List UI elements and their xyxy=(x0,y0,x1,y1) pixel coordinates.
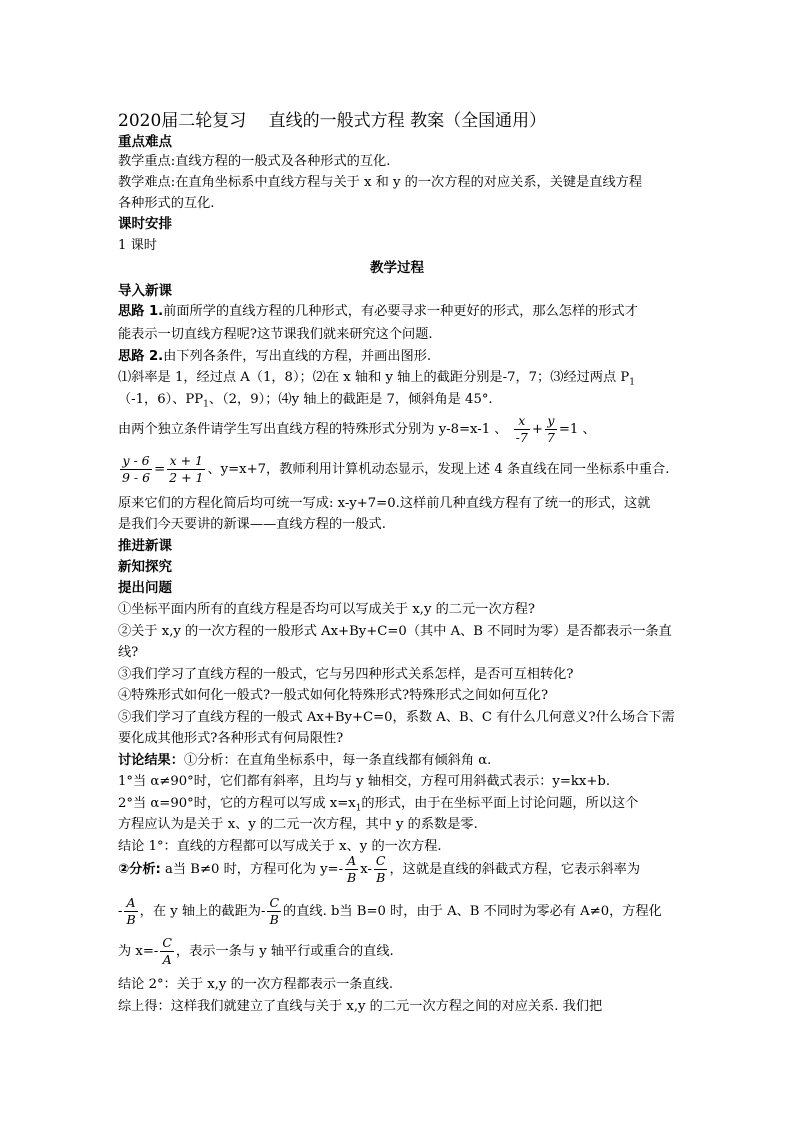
fraction-y6-over-96 xyxy=(120,453,152,486)
document-title: 2020届二轮复习 直线的一般式方程 教案（全国通用） xyxy=(118,111,547,131)
question-5-line1: ⑤我们学习了直线方程的一般式 Ax+By+C=0，系数 A、B、C 有什么几何意义?什么场合下需 xyxy=(118,710,675,725)
fraction-A-over-B xyxy=(345,853,358,886)
conditions-text: ⑴斜率是 1，经过点 A（1，8）；⑵在 x 轴和 y 轴上的截距分别是-7，7；⑶经过两点 P xyxy=(118,370,630,385)
heading-introduction: 导入新课 xyxy=(118,283,172,299)
text-original-2: 是我们今天要讲的新课——直线方程的一般式. xyxy=(118,517,386,532)
conditions-sep: 、 xyxy=(208,392,223,407)
case-2-text-a: 2°当 α=90°时，它的方程可以写成 x=x xyxy=(118,796,356,811)
frac-num: C xyxy=(269,895,280,910)
discussion-text: ①分析：在直角坐标系中，每一条直线都有倾斜角 α. xyxy=(183,753,492,768)
fraction-A-over-B xyxy=(124,895,137,928)
frac-den: 9 - 6 xyxy=(122,470,151,485)
idea1-label: 思路 1. xyxy=(118,304,164,319)
text-key-point: 教学重点:直线方程的一般式及各种形式的互化. xyxy=(118,154,391,169)
heading-new-lesson: 推进新课 xyxy=(118,538,172,554)
subscript-1: 1 xyxy=(629,377,635,388)
text-conclusion-1: 结论 1°：直线的方程都可以写成关于 x、y 的一次方程. xyxy=(118,839,442,854)
text-difficulty-2: 各种形式的互化. xyxy=(118,196,215,211)
question-3: ③我们学习了直线方程的一般式，它与另四种形式关系怎样，是否可互相转化? xyxy=(118,667,574,682)
analysis-text-b: ，在 y 轴上的截距为- xyxy=(139,904,266,919)
case-2-text-b: 的形式，由于在坐标平面上讨论问题，所以这个 xyxy=(361,796,639,811)
fraction-y-over-7 xyxy=(545,413,557,446)
frac-num: x + 1 xyxy=(167,453,205,470)
fraction-x-over-minus7 xyxy=(514,413,530,446)
frac-num: A xyxy=(345,853,358,870)
text-special-forms: 由两个独立条件请学生写出直线方程的特殊形式分别为 y-8=x-1 、 $\frac{x}{-7}$ + $\frac{y}{7}$ =1 、 xyxy=(118,413,596,445)
question-1: ①坐标平面内所有的直线方程是否均可以写成关于 x,y 的二元一次方程? xyxy=(118,602,535,617)
idea2-label: 思路 2. xyxy=(118,349,164,364)
text-analysis-3 xyxy=(118,894,662,930)
heading-teaching-process: 教学过程 xyxy=(370,260,424,276)
text-case-2-line2: 方程应认为是关于 x、y 的二元一次方程，其中 y 的系数是零. xyxy=(118,817,478,832)
analysis-label: ②分析: xyxy=(118,862,161,877)
text-analysis-4 xyxy=(118,934,394,970)
analysis-text-c: ，这就是直线的斜截式方程，它表示斜率为 xyxy=(389,862,641,877)
special-forms-text: 由两个独立条件请学生写出直线方程的特殊形式分别为 y-8=x-1 、 xyxy=(118,422,508,437)
frac-num: A xyxy=(124,895,137,912)
frac-num: y xyxy=(545,413,557,430)
question-2-line1: ②关于 x,y 的一次方程的一般形式 Ax+By+C=0（其中 A、B 不同时为零）是否都表示一条直 xyxy=(118,624,672,639)
frac-den: 2 + 1 xyxy=(169,470,204,485)
heading-key-points: 重点难点 xyxy=(118,134,172,150)
text-discussion xyxy=(118,751,491,771)
conditions-p1: $P_1$ xyxy=(194,392,209,410)
frac-num: y - 6 xyxy=(120,453,152,470)
analysis-text-b: x- xyxy=(360,862,372,877)
text-idea1-line1 xyxy=(118,302,638,322)
fraction-C-over-A xyxy=(160,935,174,968)
text-case-1: 1°当 α≠90°时，它们都有斜率，且均与 y 轴相交，方程可用斜截式表示：y=kx+b. xyxy=(118,774,611,789)
text-difficulty-1: 教学难点:在直角坐标系中直线方程与关于 x 和 y 的一次方程的对应关系，关键是直线方程 xyxy=(118,175,643,190)
fraction-C-over-B xyxy=(374,853,388,886)
discussion-label: 讨论结果： xyxy=(118,753,184,768)
heading-class-time: 课时安排 xyxy=(118,216,172,232)
frac-num: C xyxy=(375,853,386,868)
frac-num: x xyxy=(514,413,530,430)
text-conditions-2 xyxy=(118,390,493,415)
text-two-point-form: $\frac{y - 6}{9 - 6}$ = $\frac{x + 1}{2 + 1}$ 、y=x+7，教师利用计算机动态显示，发现上述 4 条直线在同一坐标系中重合. xyxy=(122,453,670,485)
analysis-text-a: a当 B≠0 时，方程可化为 y=- xyxy=(160,862,344,877)
frac-den: A xyxy=(162,952,172,967)
idea2-text: 由下列各条件，写出直线的方程，并画出图形. xyxy=(163,349,432,364)
analysis-minus: - xyxy=(118,904,123,919)
frac-den: -7 xyxy=(515,430,528,445)
question-5-line2: 要化成其他形式?各种形式有何局限性? xyxy=(118,731,344,746)
frac-num: C xyxy=(162,935,172,950)
text-conclusion-2: 结论 2°：关于 x,y 的一次方程都表示一条直线. xyxy=(118,977,394,992)
two-point-form-text: 、y=x+7，教师利用计算机动态显示，发现上述 4 条直线在同一坐标系中重合. xyxy=(207,462,670,477)
text-conditions-1 xyxy=(118,368,635,393)
fraction-x1-over-21 xyxy=(167,453,205,486)
frac-den: B xyxy=(269,912,279,927)
fraction-C-over-B xyxy=(267,895,281,928)
text-original-1: 原来它们的方程化简后均可统一写成: x-y+7=0.这样前几种直线方程有了统一的形式，这就 xyxy=(118,496,651,511)
analysis-text-b: ，表示一条与 y 轴平行或重合的直线. xyxy=(175,944,394,959)
text-summary: 综上得：这样我们就建立了直线与关于 x,y 的二元一次方程之间的对应关系. 我们把 xyxy=(118,999,603,1014)
special-forms-end: =1 、 xyxy=(558,422,596,437)
analysis-text-a: 为 x=- xyxy=(118,944,159,959)
question-2-line2: 线? xyxy=(118,645,139,660)
text-class-time: 1 课时 xyxy=(118,238,157,253)
heading-exploration: 新知探究 xyxy=(118,559,172,575)
text-idea2 xyxy=(118,347,431,367)
frac-den: 7 xyxy=(546,430,555,445)
text-idea1-line2: 能表示一切直线方程呢?这节课我们就来研究这个问题. xyxy=(118,327,433,342)
question-4: ④特殊形式如何化一般式?一般式如何化特殊形式?特殊形式之间如何互化? xyxy=(118,688,549,703)
analysis-text-c: 的直线. b当 B=0 时，由于 A、B 不同时为零必有 A≠0，方程化 xyxy=(283,904,662,919)
frac-den: B xyxy=(126,912,136,927)
idea1-text: 前面所学的直线方程的几种形式，有必要寻求一种更好的形式，那么怎样的形式才 xyxy=(163,304,638,319)
text-analysis-2 xyxy=(118,852,640,888)
heading-questions: 提出问题 xyxy=(118,580,172,596)
subscript-1: 1 xyxy=(355,803,362,814)
frac-den: B xyxy=(376,870,386,885)
frac-den: B xyxy=(347,870,357,885)
conditions-text-a: （-1，6）、P xyxy=(118,392,195,407)
conditions-text-b: （2，9）；⑷y 轴上的截距是 7，倾斜角是 45°. xyxy=(222,392,493,407)
